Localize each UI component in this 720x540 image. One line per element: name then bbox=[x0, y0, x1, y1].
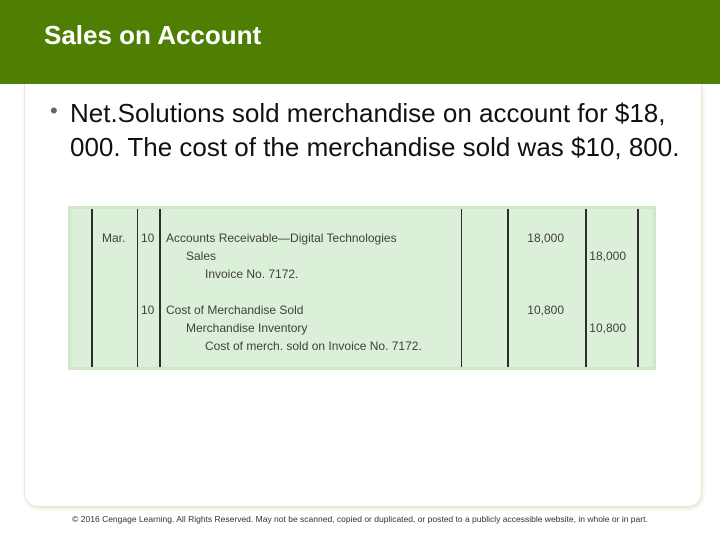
description-rule bbox=[159, 209, 161, 367]
bullet-text: Net.Solutions sold merchandise on account for $18, 000. The cost of the merchandise sold was $10, 800. bbox=[70, 98, 680, 162]
credit-amount: 10,800 bbox=[589, 321, 626, 335]
entry-day: 10 bbox=[141, 303, 155, 317]
debit-account: Accounts Receivable—Digital Technologies bbox=[166, 231, 397, 245]
credit-amount: 18,000 bbox=[589, 249, 626, 263]
slide-title: Sales on Account bbox=[44, 20, 262, 50]
debit-account: Cost of Merchandise Sold bbox=[166, 303, 304, 317]
entry-explanation: Invoice No. 7172. bbox=[205, 267, 299, 281]
entry-explanation: Cost of merch. sold on Invoice No. 7172. bbox=[205, 339, 422, 353]
bullet-icon: • bbox=[50, 98, 58, 123]
credit-rule bbox=[585, 209, 587, 367]
debit-amount: 10,800 bbox=[527, 303, 564, 317]
credit-account: Sales bbox=[186, 249, 217, 263]
date-divider-rule bbox=[137, 209, 138, 367]
post-ref-rule bbox=[461, 209, 462, 367]
credit-account: Merchandise Inventory bbox=[186, 321, 308, 335]
journal-entry-table bbox=[68, 206, 656, 370]
entry-month: Mar. bbox=[102, 231, 126, 245]
journal-right-rule bbox=[637, 209, 639, 367]
debit-rule bbox=[507, 209, 509, 367]
copyright-footer: © 2016 Cengage Learning. All Rights Reserved. May not be scanned, copied or duplicated, or posted to a publicly accessible website, in whole or in part. bbox=[72, 514, 648, 524]
entry-day: 10 bbox=[141, 231, 155, 245]
debit-amount: 18,000 bbox=[527, 231, 564, 245]
title-bar bbox=[0, 0, 720, 84]
journal-left-rule bbox=[91, 209, 93, 367]
